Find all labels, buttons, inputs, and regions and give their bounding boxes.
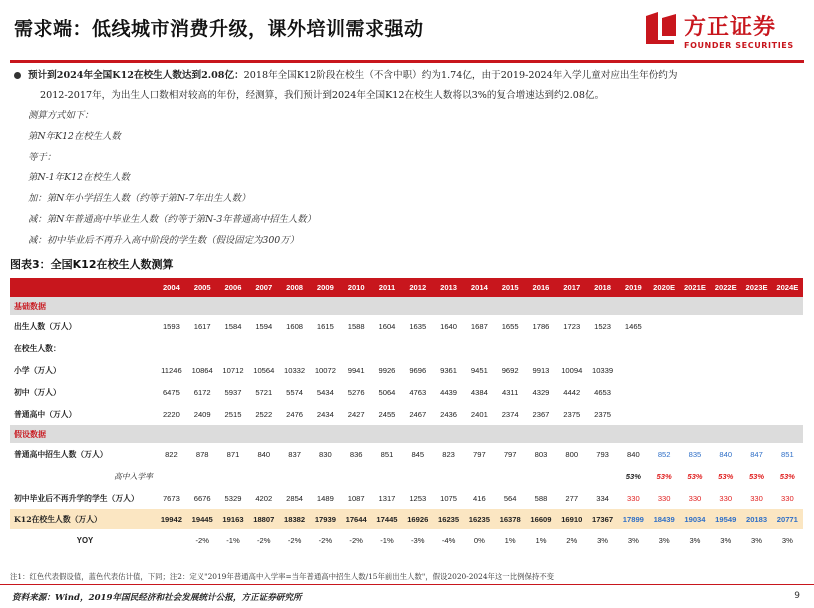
table-cell: 837 — [288, 449, 301, 459]
table-cell: 851 — [781, 449, 794, 459]
table-cell: 1635 — [409, 321, 427, 331]
table-cell — [587, 465, 618, 487]
table-cell: 588 — [534, 493, 548, 503]
table-cell: 9926 — [378, 365, 396, 375]
table-cell — [741, 315, 772, 337]
founder-logo-icon — [644, 10, 678, 46]
year-header: 2004 — [156, 278, 187, 297]
bullet-lead: 预计到2024年全国K12在校生人数达到2.08亿： — [28, 70, 244, 81]
table-cell: 2% — [566, 535, 578, 545]
table-cell: 16235 — [464, 509, 495, 529]
table-cell: 1523 — [594, 321, 611, 331]
source-text: 资料来源：Wind，2019年国民经济和社会发展统计公报，方正证券研究所 — [12, 593, 302, 603]
bullet-paragraph — [10, 66, 800, 86]
bullet-line2: 2012-2017年，为出生人口数相对较高的年份，经测算，我们预计到2024年全国K12在校生人数将以3%的复合增速达到约2.08亿。 — [40, 90, 605, 101]
table-cell — [372, 465, 403, 487]
year-header: 2023E — [741, 278, 772, 297]
logo-cn-text: 方正证券 — [684, 15, 777, 40]
table-cell: 4384 — [470, 387, 488, 397]
table-cell: -2% — [195, 535, 209, 545]
row-label: 高中入学率 — [114, 471, 153, 481]
table-cell: 840 — [719, 449, 733, 459]
table-cell — [680, 403, 711, 425]
table-cell — [310, 465, 341, 487]
table-cell: 5721 — [255, 387, 273, 397]
table-cell: 18439 — [649, 509, 680, 529]
table-cell: 2436 — [440, 409, 458, 419]
table-cell: 5064 — [378, 387, 396, 397]
table-cell: 852 — [657, 449, 671, 459]
table-cell: 4329 — [532, 387, 550, 397]
students-header-row — [10, 337, 803, 359]
year-header: 2010 — [341, 278, 372, 297]
table-cell: 5329 — [224, 493, 242, 503]
table-cell — [156, 465, 187, 487]
row-label: 初中毕业后不再升学的学生（万人） — [14, 493, 139, 503]
row-label: 初中（万人） — [14, 387, 61, 397]
table-cell: 1723 — [563, 321, 581, 331]
table-cell: 851 — [380, 449, 394, 459]
table-cell — [741, 359, 772, 381]
table-cell: 835 — [688, 449, 702, 459]
year-header: 2006 — [218, 278, 249, 297]
section-label: 假设数据 — [10, 425, 803, 443]
table-cell: 7673 — [162, 493, 180, 503]
table-cell — [772, 403, 803, 425]
table-cell: 18807 — [248, 509, 279, 529]
table-cell — [618, 403, 649, 425]
junior-row — [10, 381, 803, 403]
page-title: 需求端：低线城市消费升级，课外培训需求强动 — [14, 18, 424, 40]
table-cell: 1489 — [316, 493, 334, 503]
table-cell: 416 — [473, 493, 486, 503]
page-number: 9 — [794, 591, 800, 601]
table-cell: 9913 — [532, 365, 550, 375]
table-cell — [710, 359, 741, 381]
table-cell: 2401 — [470, 409, 488, 419]
table-cell: 2854 — [286, 493, 304, 503]
table-cell: 16609 — [526, 509, 557, 529]
table-cell: 19034 — [680, 509, 711, 529]
table-cell: 2467 — [409, 409, 427, 419]
table-cell: 797 — [503, 449, 517, 459]
table-cell: 53% — [748, 471, 765, 481]
table-cell: 830 — [319, 449, 332, 459]
calc-line: 加：第N年小学招生人数（约等于第N-7年出生人数） — [28, 193, 251, 205]
table-cell — [710, 315, 741, 337]
table-cell: 6475 — [162, 387, 180, 397]
table-cell: 19163 — [218, 509, 249, 529]
table-cell: 3% — [689, 535, 701, 545]
table-cell — [772, 315, 803, 337]
table-cell — [495, 465, 526, 487]
table-cell — [526, 465, 557, 487]
table-cell — [341, 465, 372, 487]
not-continue-row — [10, 487, 803, 509]
table-cell: 800 — [565, 449, 579, 459]
table-cell: 878 — [195, 449, 209, 459]
year-header: 2014 — [464, 278, 495, 297]
row-label: 出生人数（万人） — [14, 321, 77, 331]
table-cell: -2% — [349, 535, 363, 545]
total-row — [10, 509, 803, 529]
table-cell — [618, 381, 649, 403]
table-cell: 1594 — [255, 321, 273, 331]
year-header: 2008 — [279, 278, 310, 297]
table-cell — [279, 465, 310, 487]
table-cell — [649, 359, 680, 381]
table-cell — [680, 315, 711, 337]
table-cell: 1087 — [347, 493, 365, 503]
table-cell: -3% — [411, 535, 425, 545]
table-cell — [772, 359, 803, 381]
table-cell: 5276 — [347, 387, 365, 397]
table-cell: 822 — [165, 449, 178, 459]
table-cell: 3% — [751, 535, 763, 545]
table-cell: 2522 — [255, 409, 273, 419]
table-cell: 9361 — [440, 365, 458, 375]
table-cell: 19942 — [156, 509, 187, 529]
table-cell: 330 — [657, 493, 671, 503]
table-cell: 3% — [658, 535, 670, 545]
table-cell: 1655 — [501, 321, 519, 331]
table-cell: 3% — [720, 535, 732, 545]
table-cell: 17445 — [372, 509, 403, 529]
table-cell: 330 — [750, 493, 763, 503]
table-cell: 871 — [226, 449, 240, 459]
table-cell: 1593 — [162, 321, 180, 331]
table-cell: 1687 — [470, 321, 488, 331]
table-cell — [433, 465, 464, 487]
table-cell: 17367 — [587, 509, 618, 529]
table-cell: -4% — [441, 535, 456, 545]
table-cell — [156, 529, 187, 551]
table-cell: 1075 — [440, 493, 458, 503]
table-cell: 19445 — [187, 509, 218, 529]
table-cell: 4439 — [440, 387, 458, 397]
calc-line: 第N-1年K12在校生人数 — [28, 172, 130, 184]
table-cell: 2455 — [378, 409, 396, 419]
table-cell — [248, 465, 279, 487]
calc-line: 等于： — [28, 151, 57, 163]
table-cell: 16378 — [495, 509, 526, 529]
table-cell: 3% — [781, 535, 793, 545]
calc-line: 测算方式如下： — [28, 110, 94, 121]
table-cell: 16235 — [433, 509, 464, 529]
table-cell — [680, 359, 711, 381]
table-cell: 10332 — [284, 365, 306, 375]
table-cell: 53% — [656, 471, 672, 481]
table-cell: 1786 — [532, 321, 550, 331]
bullet-line1: 2018年全国K12阶段在校生（不含中职）约为1.74亿，由于2019-2024年入学儿童对应出生年份约为 — [243, 70, 678, 81]
table-cell: 20771 — [772, 509, 803, 529]
table-cell: 840 — [257, 449, 271, 459]
table-cell: 1317 — [378, 493, 396, 503]
table-cell: 53% — [625, 471, 641, 481]
table-cell: 840 — [627, 449, 640, 459]
table-header-row — [10, 278, 803, 297]
table-cell: 330 — [688, 493, 702, 503]
table-cell: 4763 — [409, 387, 427, 397]
table-cell: 20183 — [741, 509, 772, 529]
table-note: 注1：红色代表假设值，蓝色代表估计值，下同；注2：定义"2019年普通高中入学率=当年普通高中招生人数/15年前出生人数"，假设2020-2024年这一比例保持不变 — [10, 572, 555, 581]
table-cell: 845 — [411, 449, 425, 459]
table-cell: 5574 — [286, 387, 304, 397]
table-cell: -2% — [257, 535, 271, 545]
table-cell: 330 — [719, 493, 733, 503]
year-header: 2005 — [187, 278, 218, 297]
table-cell: 2476 — [286, 409, 304, 419]
body-text — [10, 66, 800, 252]
table-cell: 2375 — [594, 409, 611, 419]
table-cell: 4311 — [501, 387, 519, 397]
table-cell — [556, 465, 587, 487]
table-cell: 16926 — [402, 509, 433, 529]
table-cell: 1640 — [440, 321, 458, 331]
table-cell: 4202 — [255, 493, 273, 503]
senior-row — [10, 403, 803, 425]
table-cell: -1% — [380, 535, 394, 545]
table-cell: 334 — [596, 493, 609, 503]
table-cell: 2375 — [563, 409, 581, 419]
year-header: 2019 — [618, 278, 649, 297]
table-cell: 803 — [534, 449, 548, 459]
table-cell: 3% — [597, 535, 609, 545]
table-cell — [649, 381, 680, 403]
table-cell: 1584 — [224, 321, 242, 331]
table-cell: 823 — [442, 449, 455, 459]
logo-en-text: FOUNDER SECURITIES — [684, 41, 794, 50]
table-cell: 2374 — [501, 409, 519, 419]
figure-title: 图表3：全国K12在校生人数测算 — [10, 258, 174, 271]
year-header: 2013 — [433, 278, 464, 297]
table-cell: 53% — [687, 471, 703, 481]
table-cell: 9451 — [470, 365, 488, 375]
table-cell: 2434 — [316, 409, 334, 419]
yoy-row — [10, 529, 803, 551]
header-corner — [10, 278, 156, 297]
bullet-icon — [14, 72, 21, 79]
table-cell: 2220 — [162, 409, 180, 419]
table-cell: 10864 — [191, 365, 213, 375]
footer-divider — [0, 584, 814, 585]
table-cell — [680, 381, 711, 403]
year-header: 2016 — [526, 278, 557, 297]
table-cell — [741, 403, 772, 425]
table-cell: -1% — [226, 535, 240, 545]
table-cell: 793 — [596, 449, 609, 459]
table-cell: 1615 — [316, 321, 334, 331]
table-cell: 17939 — [310, 509, 341, 529]
table-cell: 4653 — [594, 387, 611, 397]
calc-line: 第N年K12在校生人数 — [28, 130, 121, 142]
table-cell — [402, 465, 433, 487]
table-cell — [649, 315, 680, 337]
founder-securities-logo — [644, 8, 792, 58]
row-label: 普通高中招生人数（万人） — [14, 449, 108, 459]
senior-enroll-row — [10, 443, 803, 465]
table-cell: 1588 — [347, 321, 365, 331]
row-label: K12在校生人数（万人） — [10, 509, 156, 529]
table-cell: 10564 — [253, 365, 275, 375]
table-cell: 9696 — [409, 365, 427, 375]
table-cell: 2409 — [193, 409, 211, 419]
row-label: 普通高中（万人） — [14, 409, 77, 419]
table-cell: 10712 — [222, 365, 244, 375]
table-cell — [464, 465, 495, 487]
table-cell: 17644 — [341, 509, 372, 529]
table-cell: 1608 — [286, 321, 304, 331]
header-divider — [10, 60, 804, 63]
section-label: 基础数据 — [10, 297, 803, 315]
table-cell: 797 — [473, 449, 486, 459]
table-cell: 836 — [349, 449, 363, 459]
year-header: 2015 — [495, 278, 526, 297]
table-cell: 330 — [781, 493, 794, 503]
table-cell: 18382 — [279, 509, 310, 529]
k12-estimate-table — [10, 278, 803, 551]
table-cell: 10339 — [591, 365, 614, 375]
table-cell: 17899 — [618, 509, 649, 529]
table-cell: 5434 — [316, 387, 334, 397]
row-label: YOY — [76, 535, 94, 545]
calc-line: 减：第N年普通高中毕业生人数（约等于第N-3年普通高中招生人数） — [28, 213, 317, 225]
table-cell: 9692 — [501, 365, 519, 375]
table-cell: 4442 — [563, 387, 581, 397]
table-cell: 1604 — [378, 321, 396, 331]
year-header: 2011 — [372, 278, 403, 297]
year-header: 2009 — [310, 278, 341, 297]
enroll-rate-row — [10, 465, 803, 487]
births-row — [10, 315, 803, 337]
row-label: 在校生人数： — [14, 343, 61, 353]
table-cell: 10072 — [314, 365, 336, 375]
year-header: 2021E — [680, 278, 711, 297]
table-cell: 6172 — [193, 387, 211, 397]
table-cell: -2% — [318, 535, 333, 545]
table-cell — [618, 359, 649, 381]
year-header: 2020E — [649, 278, 680, 297]
table-cell: 1% — [535, 535, 547, 545]
section-basic-row — [10, 297, 803, 315]
table-cell: 277 — [565, 493, 579, 503]
table-cell: 53% — [718, 471, 734, 481]
year-header: 2022E — [710, 278, 741, 297]
table-cell: 1617 — [193, 321, 211, 331]
table-cell — [710, 381, 741, 403]
table-cell: 564 — [503, 493, 517, 503]
table-cell: 3% — [627, 535, 639, 545]
table-cell: 5937 — [224, 387, 242, 397]
table-cell: 16910 — [556, 509, 587, 529]
year-header: 2012 — [402, 278, 433, 297]
row-label: 小学（万人） — [14, 365, 61, 375]
table-cell: 1% — [504, 535, 516, 545]
table-cell: 330 — [627, 493, 640, 503]
table-cell: 11246 — [161, 365, 182, 375]
calc-line: 减：初中毕业后不再升入高中阶段的学生数（假设固定为300万） — [28, 234, 300, 246]
table-cell: 0% — [473, 535, 485, 545]
table-cell: 1465 — [624, 321, 642, 331]
table-cell — [218, 465, 249, 487]
table-cell: 2515 — [224, 409, 242, 419]
year-header: 2018 — [587, 278, 618, 297]
year-header: 2017 — [556, 278, 587, 297]
table-cell: 2427 — [347, 409, 365, 419]
table-cell: 9941 — [347, 365, 365, 375]
table-cell: 53% — [779, 471, 795, 481]
table-cell: 2367 — [532, 409, 550, 419]
table-cell: 847 — [750, 449, 763, 459]
primary-row — [10, 359, 803, 381]
table-cell: 10094 — [561, 365, 583, 375]
table-cell: 6676 — [193, 493, 211, 503]
table-cell — [772, 381, 803, 403]
year-header: 2007 — [248, 278, 279, 297]
year-header: 2024E — [772, 278, 803, 297]
table-cell — [741, 381, 772, 403]
table-cell — [187, 465, 218, 487]
table-cell — [649, 403, 680, 425]
table-cell: 19549 — [710, 509, 741, 529]
table-cell — [710, 403, 741, 425]
table-cell: 1253 — [409, 493, 427, 503]
section-assume-row — [10, 425, 803, 443]
table-cell: -2% — [287, 535, 302, 545]
